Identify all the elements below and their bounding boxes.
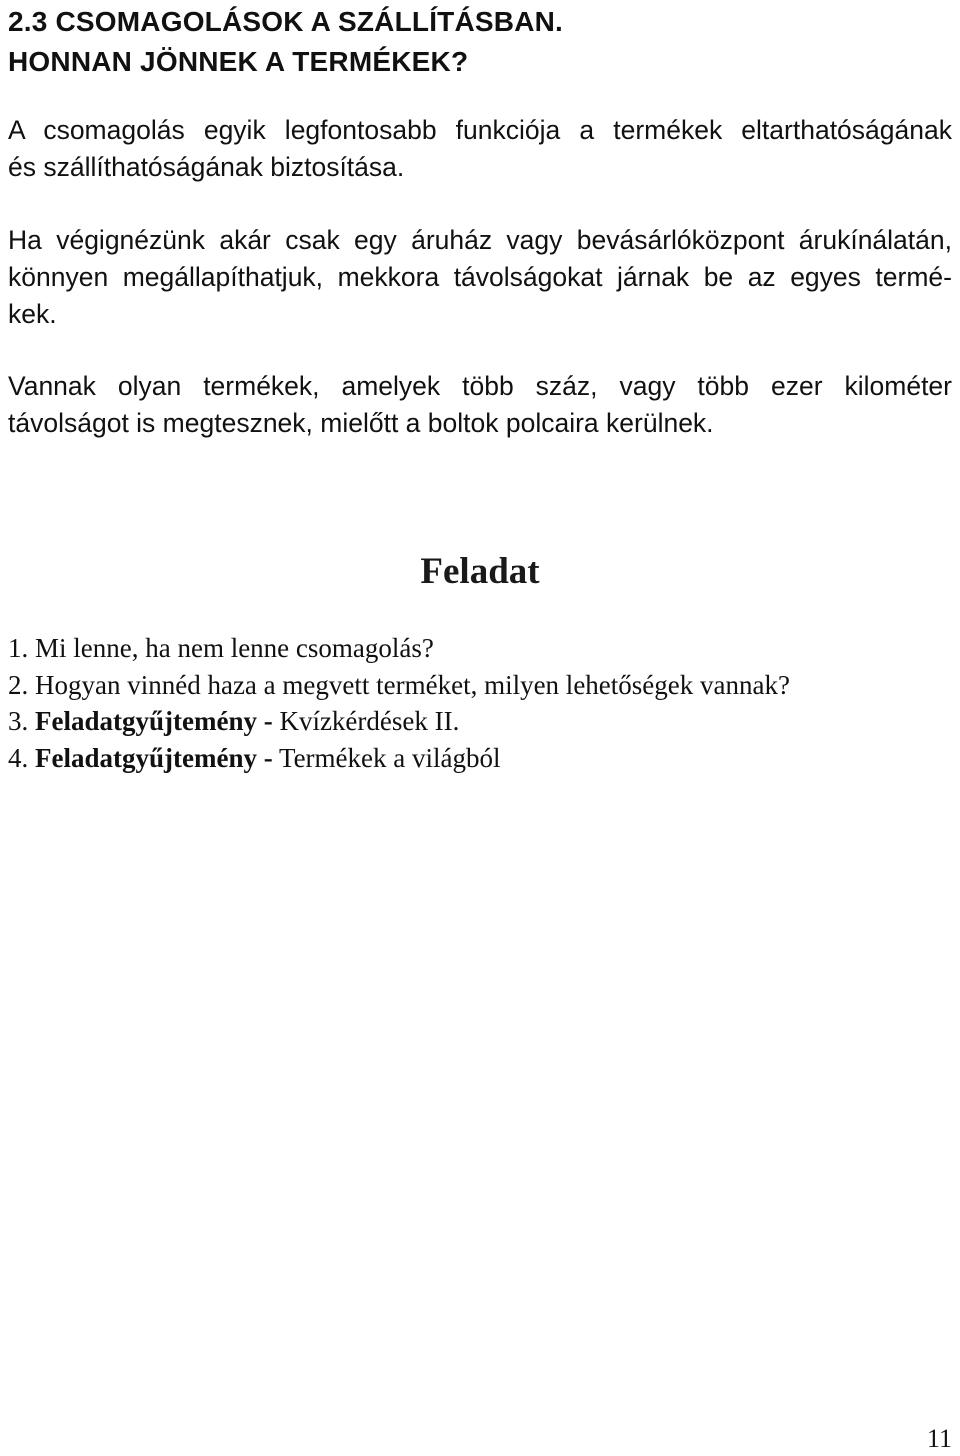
paragraph-long-distance-products bbox=[8, 368, 952, 442]
paragraph-line: távolságot is megtesznek, mielőtt a boltok polcaira kerülnek. bbox=[8, 408, 714, 438]
section-heading bbox=[8, 2, 563, 82]
task-text: Hogyan vinnéd haza a megvett terméket, milyen lehetőségek vannak? bbox=[35, 669, 790, 700]
task-item-4 bbox=[8, 740, 790, 777]
task-number: 2. bbox=[8, 669, 29, 700]
paragraph-line: Vannak olyan termékek, amelyek több száz, vagy több ezer kilométer bbox=[8, 371, 952, 401]
paragraph-line: kek. bbox=[8, 299, 57, 329]
task-number: 1. bbox=[8, 633, 29, 663]
paragraph-store-distances bbox=[8, 222, 952, 333]
paragraph-line: és szállíthatóságának biztosítása. bbox=[8, 152, 405, 182]
task-item-2 bbox=[8, 667, 790, 704]
task-list bbox=[8, 630, 790, 776]
page-number: 11 bbox=[926, 1424, 952, 1453]
task-item-3 bbox=[8, 703, 790, 740]
task-collection-ref: Feladatgyűjtemény - bbox=[35, 706, 273, 736]
task-number: 4. bbox=[8, 742, 29, 773]
task-collection-ref: Feladatgyűjtemény - bbox=[35, 742, 273, 773]
paragraph-line: A csomagolás egyik legfontosabb funkciója a termékek eltarthatóságának bbox=[8, 115, 952, 145]
section-heading-line-2: HONNAN JÖNNEK A TERMÉKEK? bbox=[8, 46, 469, 77]
task-number: 3. bbox=[8, 706, 29, 736]
task-title: Feladat bbox=[420, 551, 540, 592]
paragraph-line: Ha végignézünk akár csak egy áruház vagy bevásárlóközpont árukínálatán, bbox=[8, 225, 952, 255]
section-heading-line-1: 2.3 CSOMAGOLÁSOK A SZÁLLÍTÁSBAN. bbox=[8, 6, 564, 37]
paragraph-line: könnyen megállapíthatjuk, mekkora távolságokat járnak be az egyes termé- bbox=[8, 262, 952, 292]
task-item-1 bbox=[8, 630, 790, 667]
task-text: Termékek a világból bbox=[278, 742, 501, 773]
task-text: Mi lenne, ha nem lenne csomagolás? bbox=[35, 633, 434, 663]
paragraph-packaging-function bbox=[8, 112, 952, 186]
task-text: Kvízkérdések II. bbox=[279, 706, 460, 736]
